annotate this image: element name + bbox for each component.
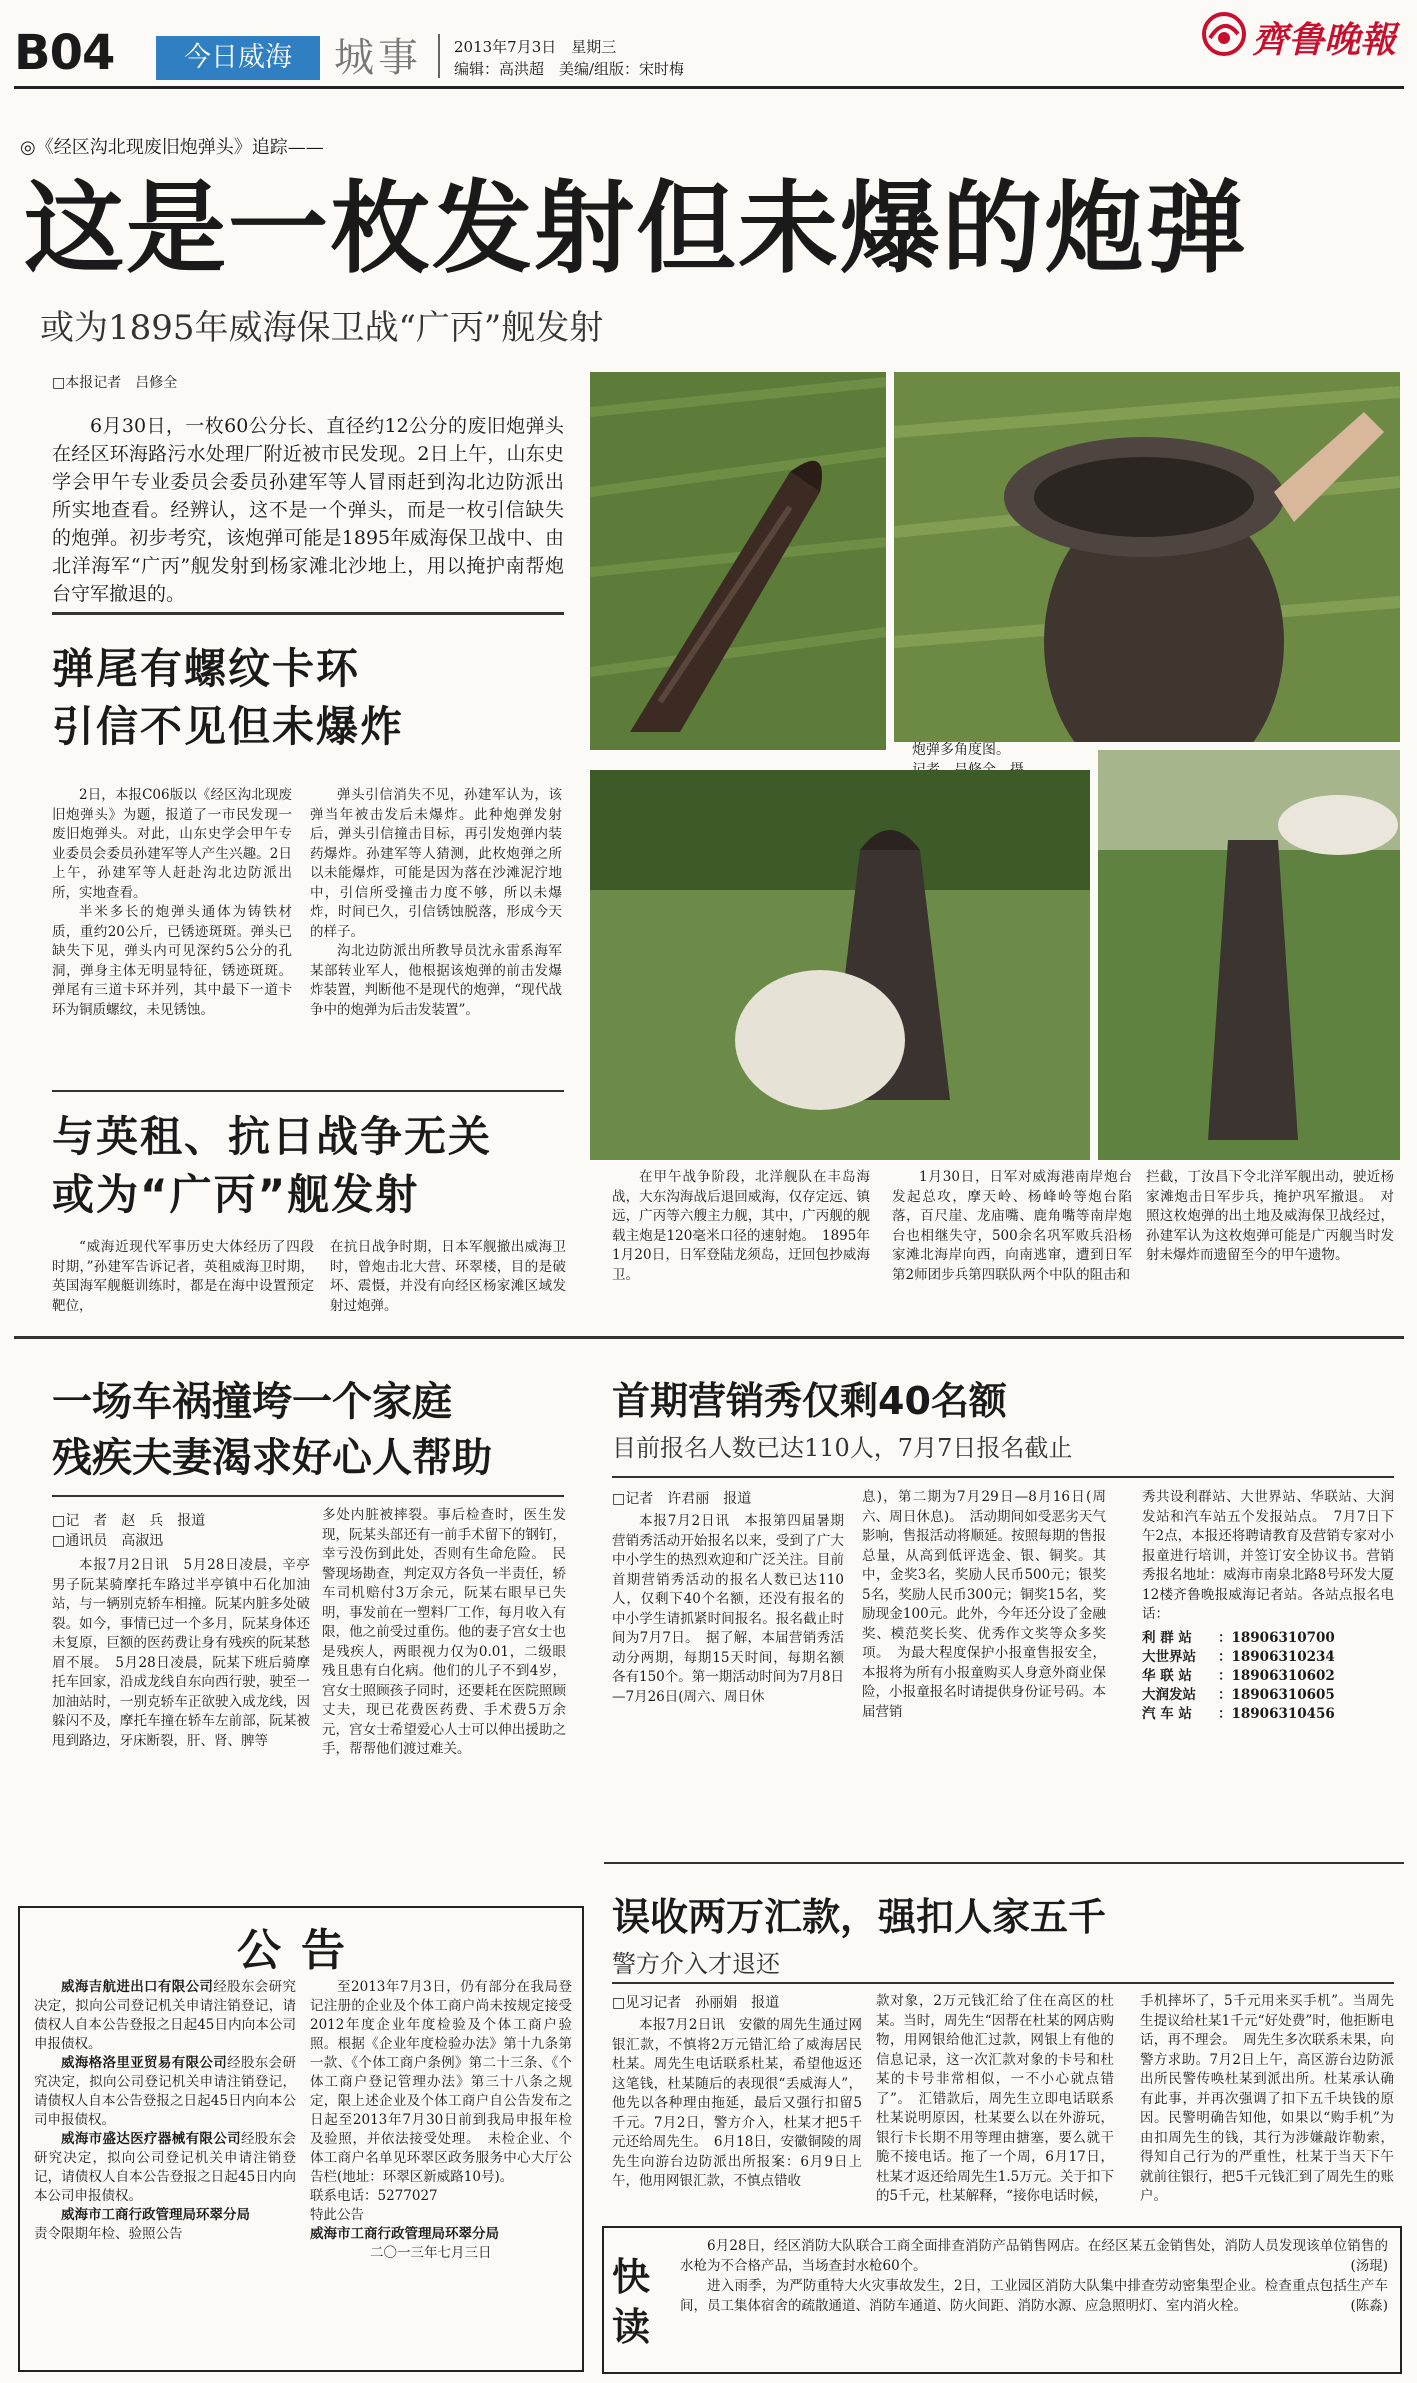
- accident-col1-text: 本报7月2日讯 5月28日凌晨，辛亭男子阮某骑摩托车路过半亭镇中石化加油站，与一辆别克轿车相撞。阮某内脏多处破裂。如今，事情已过一个多月，阮某身体还未复原，巨额的医药费让身有残疾的阮某愁眉不展。 5月28日凌晨，阮某下班后骑摩托车回家，沿成龙线自东向西行驶，驶至一加油站时，一别克轿车正欲驶入成龙线，因躲闪不及，摩托车撞在轿车左前部，阮某被甩到路边，牙床断裂，肝、肾、脾等: [52, 1557, 310, 1749]
- accident-col1: [52, 1556, 310, 1896]
- issue-date: 2013年7月3日 星期三: [454, 38, 617, 56]
- sub2-col5: [1146, 1168, 1394, 1318]
- station-name: 大世界站: [1142, 1648, 1196, 1665]
- sub1-col2: [310, 786, 562, 1076]
- station-phone: 18906310700: [1231, 1629, 1335, 1646]
- lead-byline: □本报记者 吕修全: [52, 375, 178, 391]
- brief-item1: 6月28日，经区消防大队联合工商全面排查消防产品销售网店。在经区某五金销售处，消防人员发现该单位销售的水枪为不合格产品，当场查封水枪60个。: [680, 2238, 1388, 2274]
- notice3-text: 经股东会研究决定，拟向公司登记机关申请注销登记，请债权人自本公告登报之日起45日内向本公司申报债权。: [34, 2131, 296, 2204]
- promo-headline: 首期营销秀仅剩40名额: [612, 1379, 1007, 1423]
- station-row: [1142, 1705, 1394, 1724]
- sub2-col1: [52, 1238, 314, 1322]
- fraud-col1: [612, 2016, 862, 2216]
- notice3-name: 威海市盛达医疗器械有限公司: [61, 2131, 241, 2147]
- lead-headline: 这是一枚发射但未爆的炮弹: [24, 170, 1248, 287]
- fraud-col3: [1140, 1992, 1394, 2216]
- photo-caption-line1: 炮弹多角度图。: [912, 742, 1010, 758]
- section-tag: 今日威海: [156, 36, 320, 80]
- shell-photo-lying: [590, 372, 886, 750]
- shell-photo-standing: [1098, 750, 1400, 1160]
- header-separator: [438, 34, 440, 78]
- brief-item2-author: (陈淼): [1350, 2298, 1388, 2314]
- notice-signature: 威海市工商行政管理局环翠分局: [310, 2226, 499, 2242]
- notice-special: 特此公告: [310, 2207, 364, 2223]
- promo-col3-text: 秀共设利群站、大世界站、华联站、大润发站和汽车站五个发报站点。 7月7日下午2点，本报还将聘请教育及营销专家对小报童进行培训，并签订安全协议书。营销秀报名地址：威海市南泉北路8号环发大厦12楼齐鲁晚报威海记者站。各站点报名电话：: [1142, 1489, 1394, 1622]
- logo-emblem-icon: [1200, 10, 1248, 58]
- fraud-headline: 误收两万汇款，强扣人家五千: [612, 1895, 1107, 1939]
- station-colon: ：: [1218, 1705, 1232, 1722]
- notice-phone: 联系电话：5277027: [310, 2188, 438, 2204]
- brief-box: [602, 2226, 1402, 2374]
- station-colon: ：: [1218, 1686, 1232, 1703]
- sub1-col1-p1: 2日，本报C06版以《经区沟北现废旧炮弹头》为题，报道了一市民发现一废旧炮弹头。对此，山东史学会甲午专业委员会委员孙建军等人产生兴趣。2日上午，孙建军等人赶赴沟北边防派出所，实地查看。: [52, 787, 292, 901]
- sub2-col3-text: 在甲午战争阶段，北洋舰队在丰岛海战，大东沟海战后退回威海，仅存定远、镇远，广丙等六艘主力舰，其中，广丙舰的舰载主炮是120毫米口径的速射炮。 1895年1月20日，日军登陆龙须岛，迂回包抄威海卫。: [612, 1169, 870, 1283]
- promo-byline: □记者 许君丽 报道: [612, 1491, 752, 1507]
- subhead-2-line2: 或为“广丙”舰发射: [52, 1170, 420, 1219]
- accident-headline-line1: 一场车祸撞垮一个家庭: [52, 1379, 452, 1425]
- subhead-2-line1: 与英租、抗日战争无关: [52, 1112, 493, 1161]
- promo-col1-text: 本报7月2日讯 本报第四届暑期营销秀活动开始报名以来，受到了广大中小学生的热烈欢迎和广泛关注。目前首期营销秀活动的报名人数已达110人，仅剩下40个名额，还没有报名的中小学生请抓紧时间报名。报名截止时间为7月7日。 据了解，本届营销秀活动分两期，每期15天时间，每期名额各有150个。第一期活动时间为7月8日—7月26日(周六、周日休: [612, 1513, 844, 1705]
- sub2-col3: [612, 1168, 870, 1318]
- sub1-col2-p1: 弹头引信消失不见，孙建军认为，该弹当年被击发后未爆炸。此种炮弹发射后，弹头引信撞击目标，再引发炮弹内装药爆炸。孙建军等人猜测，此枚炮弹之所以未能爆炸，可能是因为落在沙滩泥泞地中，引信所受撞击力度不够，所以未爆炸，时间已久，引信锈蚀脱落，形成今天的样子。: [310, 787, 562, 940]
- accident-headline-line2: 残疾夫妻渴求好心人帮助: [52, 1435, 492, 1481]
- promo-col2: [862, 1488, 1106, 1852]
- fraud-col2: [876, 1992, 1114, 2216]
- fraud-col2-text: 款对象，2万元钱汇给了住在高区的杜某。当时，周先生“因帮在杜某的网店购物，用网银给他汇过款，网银上有他的信息记录，这一次汇款对象的卡号和杜某的卡号非常相似，一不小心就点错了”。 汇错款后，周先生立即电话联系杜某说明原因，杜某要么以在外游玩，银行卡长期不用等理由搪塞，要么就干脆不接电话。拖了一个周，6月17日，杜某才返还给周先生1.5万元。关于扣下的5千元，杜某解释，“接你电话时候，: [876, 1993, 1114, 2204]
- station-colon: ：: [1218, 1629, 1232, 1646]
- notice-col1: [34, 1978, 296, 2362]
- intro-rule: [52, 612, 564, 615]
- station-colon: ：: [1218, 1648, 1232, 1665]
- fraud-rule: [612, 1982, 1394, 1984]
- station-phone: 18906310602: [1231, 1667, 1335, 1684]
- sub1-col2-p2: 沟北边防派出所教导员沈永雷系海军某部转业军人，他根据该炮弹的前击发爆炸装置，判断他不是现代的炮弹，“现代战争中的炮弹为后击发装置”。: [310, 943, 562, 1018]
- station-name: 华 联 站: [1142, 1667, 1192, 1684]
- station-row: [1142, 1648, 1394, 1667]
- station-row: [1142, 1629, 1394, 1648]
- accident-rule: [52, 1495, 564, 1497]
- lead-deck: 或为1895年威海保卫战“广丙”舰发射: [40, 308, 604, 348]
- header-rule: [14, 86, 1404, 89]
- notice1-name: 威海吉航进出口有限公司: [61, 1979, 214, 1995]
- promo-col3: [1142, 1488, 1394, 1852]
- newspaper-logo: [1200, 10, 1405, 60]
- subhead-1-line1: 弹尾有螺纹卡环: [52, 644, 361, 693]
- sub2-col2: [330, 1238, 566, 1322]
- notice2-text: 经股东会研究决定，拟向公司登记机关申请注销登记，请债权人自本公告登报之日起45日内向本公司申报债权。: [34, 2055, 296, 2128]
- notice-box: [18, 1906, 584, 2372]
- sub1-col1-p2: 半米多长的炮弹头通体为铸铁材质，重约20公斤，已锈迹斑斑。弹头已缺失下见，弹头内可见深约5公分的孔洞，弹身主体无明显特征，锈迹斑斑。弹尾有三道卡环并列，其中最下一道卡环为铜质螺纹，未见锈蚀。: [52, 904, 292, 1018]
- station-phone-list: [1142, 1629, 1394, 1724]
- sub2-col4: [892, 1168, 1132, 1318]
- shell-photo-held-gloved: [590, 770, 1090, 1160]
- column-title: 城事: [334, 35, 422, 81]
- notice4-text: 责令限期年检、验照公告: [34, 2226, 183, 2242]
- accident-byline-2: □通讯员 高淑迅: [52, 1533, 164, 1549]
- station-phone: 18906310234: [1231, 1648, 1335, 1665]
- editors: 编辑：高洪超 美编/组版：宋时梅: [454, 60, 685, 78]
- notice4-name: 威海市工商行政管理局环翠分局: [61, 2207, 250, 2223]
- station-phone: 18906310456: [1231, 1705, 1335, 1722]
- sub2-col4-text: 1月30日，日军对威海港南岸炮台发起总攻，摩天岭、杨峰岭等炮台陷落，百尺崖、龙庙嘴、鹿角嘴等南岸炮台也相继失守，500余名巩军败兵沿杨家滩北海岸向西，向南逃窜，遭到日军第2师团步兵第四联队两个中队的阻击和: [892, 1169, 1132, 1283]
- sub2-col5-text: 拦截，丁汝昌下令北洋军舰出动，驶近杨家滩炮击日军步兵，掩护巩军撤退。 对照这枚炮弹的出土地及威海保卫战经过，孙建军认为这枚炮弹可能是广丙舰当时发射未爆炸而遗留至今的甲午遗物。: [1146, 1169, 1394, 1263]
- lead-intro: [52, 412, 564, 608]
- station-name: 汽 车 站: [1142, 1705, 1192, 1722]
- subhead-1-line2: 引信不见但未爆炸: [52, 702, 405, 751]
- station-row: [1142, 1667, 1394, 1686]
- notice-col2: [310, 1978, 572, 2362]
- accident-col2-text: 多处内脏被摔裂。事后检查时，医生发现，阮某头部还有一前手术留下的钢钉，幸亏没伤到此处，否则有生命危险。 民警现场勘查，判定双方各负一半责任，轿车司机赔付3万余元，阮某右眼早已失明，事发前在一塑料厂工作，每月收入有限，他之前受过重伤。他的妻子宫女士也是残疾人，两眼视力仅为0.01，二级眼残且患有白化病。他们的儿子不到4岁，宫女士照顾孩子同时，还要耗在医院照顾丈夫，现已花费医药费、手术费5万余元，宫女士希望爱心人士可以伸出援助之手，帮帮他们渡过难关。: [322, 1507, 566, 1757]
- station-phone: 18906310605: [1231, 1686, 1335, 1703]
- lead-mid-rule: [52, 1090, 564, 1092]
- promo-deck: 目前报名人数已达110人，7月7日报名截止: [612, 1434, 1073, 1462]
- sub2-col2-text: 在抗日战争时期，日本军舰撤出威海卫时，曾炮击北大营、环翠楼，目的是破坏、震慑，并没有向经区杨家滩区域发射过炮弹。: [330, 1239, 566, 1314]
- lead-intro-text: 6月30日，一枚60公分长、直径约12公分的废旧炮弹头在经区环海路污水处理厂附近被市民发现。2日上午，山东史学会甲午专业委员会委员孙建军等人冒雨赶到沟北边防派出所实地查看。经辨认，这不是一个弹头，而是一枚引信缺失的炮弹。初步考究，该炮弹可能是1895年威海保卫战中、由北洋海军“广丙”舰发射到杨家滩北沙地上，用以掩护南帮炮台守军撤退的。: [52, 415, 564, 605]
- notice-col2-text: 至2013年7月3日，仍有部分在我局登记注册的企业及个体工商户尚未按规定接受2012年度企业年度检验及个体工商户验照。根据《企业年度检验办法》第十九条第一款、《个体工商户条例》第二十三条、《个体工商户登记管理办法》第三十八条之规定，限上述企业及个体工商户自公告发布之日起至2013年7月30日前到我局申报年检及验照，并依法接受处理。 未检企业、个体工商户名单见环翠区政务服务中心大厅公告栏(地址：环翠区新威路10号)。: [310, 1979, 572, 2185]
- accident-col2: [322, 1506, 566, 1896]
- sub2-col1-text: “威海近现代军事历史大体经历了四段时期，”孙建军告诉记者，英租威海卫时期，英国海军舰艇训练时，都是在海中设置预定靶位，: [52, 1239, 314, 1314]
- sub1-col1: [52, 786, 292, 1076]
- notice-date: 二〇一三年七月三日: [370, 2245, 492, 2261]
- fraud-col1-text: 本报7月2日讯 安徽的周先生通过网银汇款，不慎将2万元错汇给了威海居民杜某。周先生电话联系杜某，希望他返还这笔钱，杜某随后的表现很“丢威海人”，他先以各种理由拖延，最后又强行扣留5千元。7月2日，警方介入，杜某才把5千元还给周先生。 6月18日，安徽铜陵的周先生向游台边防派出所报案：6月9日上午，他用网银汇款，不慎点错收: [612, 2017, 862, 2189]
- promo-col1: [612, 1512, 844, 1852]
- station-name: 利 群 站: [1142, 1629, 1192, 1646]
- notice-title: 公告: [237, 1925, 365, 1976]
- brief-item2: 进入雨季，为严防重特大火灾事故发生，2日，工业园区消防大队集中排查劳动密集型企业。检查重点包括生产车间，员工集体宿舍的疏散通道、消防车通道、防火间距、消防水源、应急照明灯、室内消火栓。: [680, 2278, 1388, 2314]
- fraud-byline: □见习记者 孙丽娟 报道: [612, 1995, 780, 2011]
- station-colon: ：: [1218, 1667, 1232, 1684]
- brief-items: [680, 2236, 1388, 2368]
- station-name: 大润发站: [1142, 1686, 1196, 1703]
- brief-label: 快读: [612, 2255, 651, 2349]
- lead-kicker: ◎《经区沟北现废旧炮弹头》追踪——: [20, 137, 324, 158]
- station-row: [1142, 1686, 1394, 1705]
- promo-rule: [612, 1476, 1394, 1478]
- fraud-deck: 警方介入才退还: [612, 1950, 780, 1978]
- promo-col2-text: 息)，第二期为7月29日—8月16日(周六、周日休息)。 活动期间如受恶劣天气影响，售报活动将顺延。按照每期的售报总量，从高到低评选金、银、铜奖。其中，金奖3名，奖励人民币500元；银奖5名，奖励人民币300元；铜奖15名，奖励现金100元。此外，今年还分设了金融奖、模范奖长奖、优秀作文奖等众多奖项。 为最大程度保护小报童售报安全，本报将为所有小报童购买人身意外商业保险，小报童报名时请提供身份证号码。本届营销: [862, 1489, 1106, 1720]
- notice1-text: 经股东会研究决定，拟向公司登记机关申请注销登记，请债权人自本公告登报之日起45日内向本公司申报债权。: [34, 1979, 296, 2052]
- section-divider: [14, 1336, 1404, 1339]
- shell-photo-base-closeup: [894, 372, 1400, 742]
- logo-wordmark: 齊鲁晚報: [1252, 19, 1397, 61]
- accident-byline-1: □记 者 赵 兵 报道: [52, 1513, 206, 1529]
- brief-item1-author: (汤琨): [1350, 2258, 1388, 2274]
- page-number: B04: [14, 25, 115, 81]
- promo-bottom-rule: [604, 1862, 1404, 1864]
- notice2-name: 威海格洛里亚贸易有限公司: [61, 2055, 228, 2071]
- fraud-col3-text: 手机摔坏了，5千元用来买手机”。当周先生提议给杜某1千元“好处费”时，他拒断电话，再不理会。 周先生多次联系未果，向警方求助。7月2日上午，高区游台边防派出所民警传唤杜某到派出所。杜某承认确有此事，并再次强调了扣下五千块钱的原因。民警明确告知他，如果以“购手机”为由扣周先生的钱，其行为涉嫌敲诈勒索，得知自己行为的严重性，杜某于当天下午就前往银行，把5千元钱汇到了周先生的账户。: [1140, 1993, 1394, 2204]
